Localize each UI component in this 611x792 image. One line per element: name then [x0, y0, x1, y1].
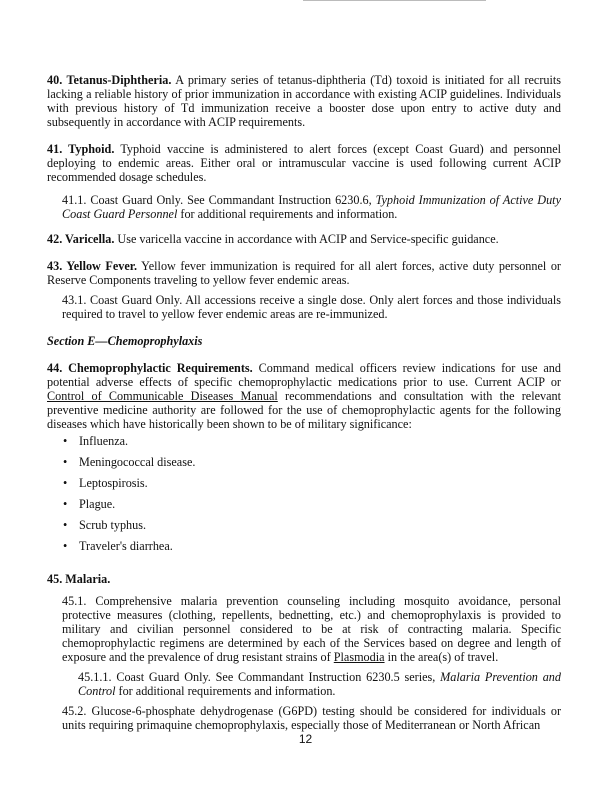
section-heading: Section E—Chemoprophylaxis [47, 334, 203, 348]
paragraph-41-typhoid: 41. Typhoid. Typhoid vaccine is administered to alert forces (except Coast Guard) and personnel deploying to endemic areas. Either oral or intramuscular vaccine is used following current ACIP recommended dosage schedules. [47, 142, 561, 184]
paragraph-40-tetanus-diphtheria: 40. Tetanus-Diphtheria. A primary series of tetanus-diphtheria (Td) toxoid is initiated for all recruits lacking a reliable history of prior immunization in accordance with existing ACIP guidelines. Individuals with previous history of Td immunization receive a booster dose upon entry to active duty and subsequently in accordance with ACIP requirements. [47, 73, 562, 129]
document-title: Malaria Prevention and Control [78, 670, 561, 698]
subparagraph-43-1: 43.1. Coast Guard Only. All accessions receive a single dose. Only alert forces and those individuals required to travel to yellow fever endemic areas are re-immunized. [62, 293, 561, 321]
paragraph-42-varicella: 42. Varicella. Use varicella vaccine in accordance with ACIP and Service-specific guidance. [47, 232, 499, 246]
list-item: • Meningococcal disease. [63, 455, 561, 476]
plasmodia-term: Plasmodia [333, 650, 385, 664]
list-item: • Plague. [63, 497, 561, 518]
paragraph-heading: 40. Tetanus-Diphtheria. [47, 73, 172, 87]
list-item: • Traveler's diarrhea. [63, 539, 561, 560]
list-item: • Influenza. [63, 434, 561, 455]
paragraph-heading: 43. Yellow Fever. [47, 259, 138, 273]
list-item: • Scrub typhus. [63, 518, 561, 539]
paragraph-45-malaria [47, 572, 561, 586]
paragraph-heading: 41. Typhoid. [47, 142, 115, 156]
subparagraph-45-1: 45.1. Comprehensive malaria prevention counseling including mosquito avoidance, personal protective measures (clothing, repellents, bednetting, etc.) and chemoprophylaxis is provided to military and civilian personnel considered to be at risk of contracting malaria. Specific chemoprophylactic regimens are determined by each of the Services based on degree and length of exposure and the prevalence of drug resistant strains of Plasmodia in the area(s) of travel. [62, 594, 561, 664]
page-number: 12 [298, 732, 313, 746]
paragraph-44-chemoprophylactic: 44. Chemoprophylactic Requirements. Command medical officers review indications for use and potential adverse effects of specific chemoprophylactic medications prior to use. Current ACIP or Control of Communicable Diseases Manual recommendations and consultation with the relevant preventive medicine authority are followed for the use of chemoprophylactic agents for the following diseases which have historically been shown to be of military significance: [47, 361, 561, 431]
subparagraph-45-1-1: 45.1.1. Coast Guard Only. See Commandant Instruction 6230.5 series, Malaria Prevention and Control for additional requirements and information. [78, 670, 561, 698]
subparagraph-41-1: 41.1. Coast Guard Only. See Commandant Instruction 6230.6, Typhoid Immunization of Active Duty Coast Guard Personnel for additional requirements and information. [62, 193, 561, 221]
paragraph-heading: 44. Chemoprophylactic Requirements. [47, 361, 253, 375]
paragraph-heading: 45. Malaria. [47, 572, 111, 586]
subparagraph-45-2: 45.2. Glucose-6-phosphate dehydrogenase (G6PD) testing should be considered for individuals or units requiring primaquine chemoprophylaxis, especially those of Mediterranean or North African [62, 704, 561, 732]
top-rule [303, 0, 486, 1]
paragraph-43-yellow-fever: 43. Yellow Fever. Yellow fever immunization is required for all alert forces, active duty personnel or Reserve Components traveling to yellow fever endemic areas. [47, 259, 561, 287]
paragraph-heading: 42. Varicella. [47, 232, 115, 246]
disease-list [47, 434, 561, 560]
document-page [47, 73, 561, 738]
manual-reference-link: Control of Communicable Diseases Manual [47, 389, 278, 403]
document-title: Typhoid Immunization of Active Duty Coast Guard Personnel [62, 193, 561, 221]
list-item: • Leptospirosis. [63, 476, 561, 497]
